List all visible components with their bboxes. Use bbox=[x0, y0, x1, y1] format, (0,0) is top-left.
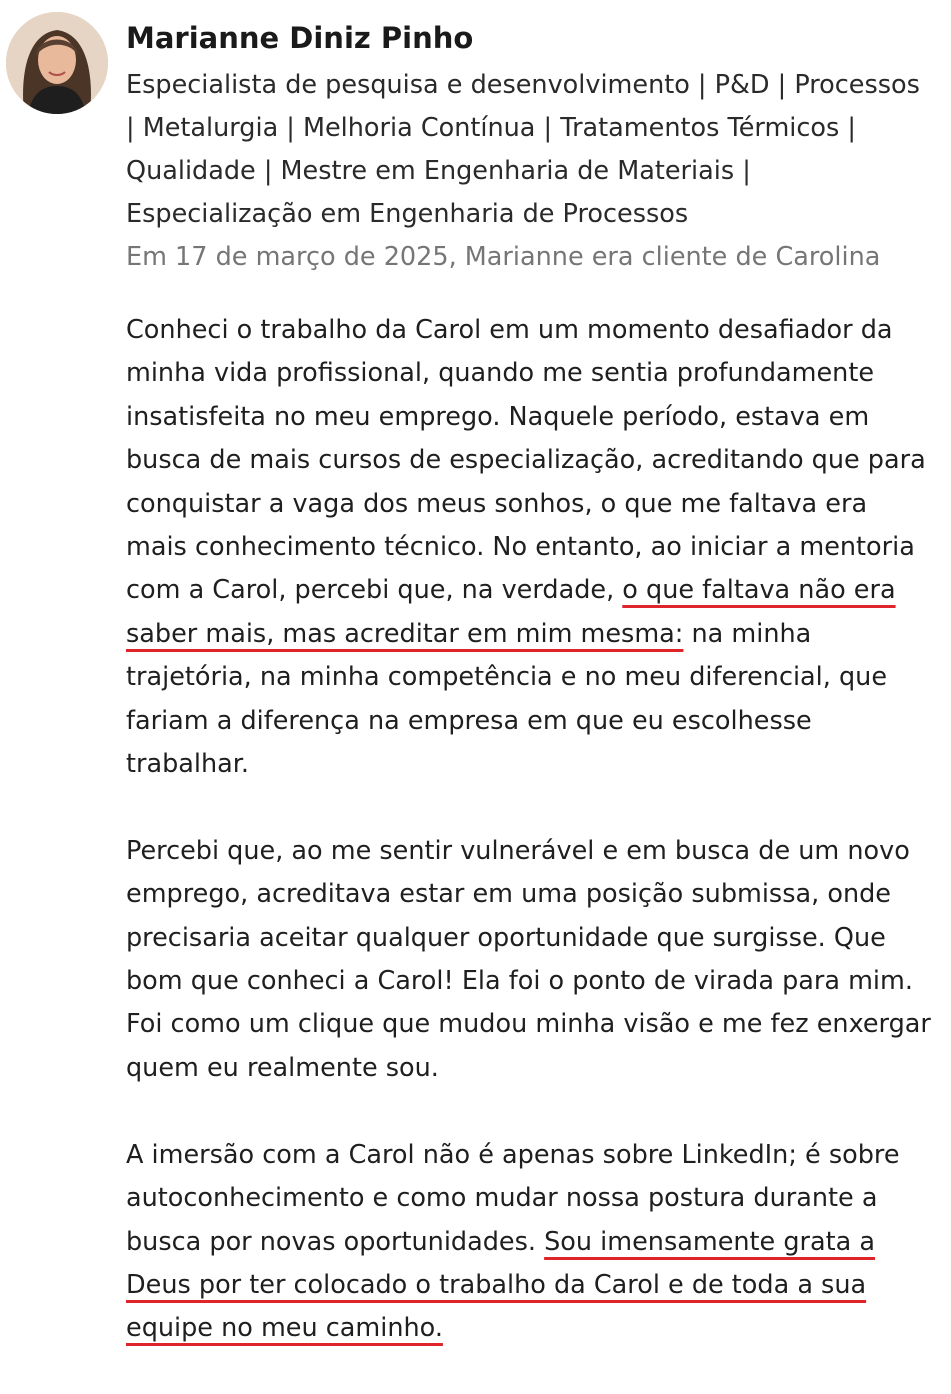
paragraph-1-text: Conheci o trabalho da Carol em um momento desafiador da minha vida profissional, quando me sentia profundamente insatisfeita no meu emprego. Naquele período, estava em busca de mais cursos de especialização, acreditando que para conquistar a vaga dos meus sonhos, o que me faltava era mais conhecimento técnico. No entanto, ao iniciar a mentoria com a Carol, percebi que, na verdade, bbox=[126, 315, 926, 606]
author-name[interactable]: Marianne Diniz Pinho bbox=[126, 21, 474, 55]
avatar-photo bbox=[6, 12, 108, 114]
author-headline: Especialista de pesquisa e desenvolvimento | P&D | Processos | Metalurgia | Melhoria Contínua | Tratamentos Térmicos | Qualidade | Mestre em Engenharia de Materiais | Especialização em Engenharia de Processos bbox=[126, 70, 920, 229]
author-header bbox=[126, 18, 936, 279]
paragraph-3 bbox=[126, 1134, 931, 1351]
paragraph-1 bbox=[126, 309, 931, 786]
paragraph-1-text-end: na minha trajetória, na minha competência e no meu diferencial, que fariam a diferença na empresa em que eu escolhesse trabalhar. bbox=[126, 618, 888, 780]
paragraph-3-text: A imersão com a Carol não é apenas sobre LinkedIn; é sobre autoconhecimento e como mudar nossa postura durante a busca por novas oportunidades. bbox=[126, 1139, 900, 1257]
highlighted-text-2: Sou imensamente grata a Deus por ter colocado o trabalho da Carol e de toda a sua equipe no meu caminho. bbox=[126, 1226, 875, 1344]
highlighted-text-1: o que faltava não era saber mais, mas acreditar em mim mesma: bbox=[126, 575, 896, 649]
recommendation-text bbox=[126, 309, 931, 1394]
author-avatar[interactable] bbox=[6, 12, 108, 114]
relation-text: Em 17 de março de 2025, Marianne era cliente de Carolina bbox=[126, 242, 881, 272]
paragraph-2: Percebi que, ao me sentir vulnerável e em busca de um novo emprego, acreditava estar em uma posição submissa, onde precisaria aceitar qualquer oportunidade que surgisse. Que bom que conheci a Carol! Ela foi o ponto de virada para mim. Foi como um clique que mudou minha visão e me fez enxergar quem eu realmente sou. bbox=[126, 835, 931, 1083]
